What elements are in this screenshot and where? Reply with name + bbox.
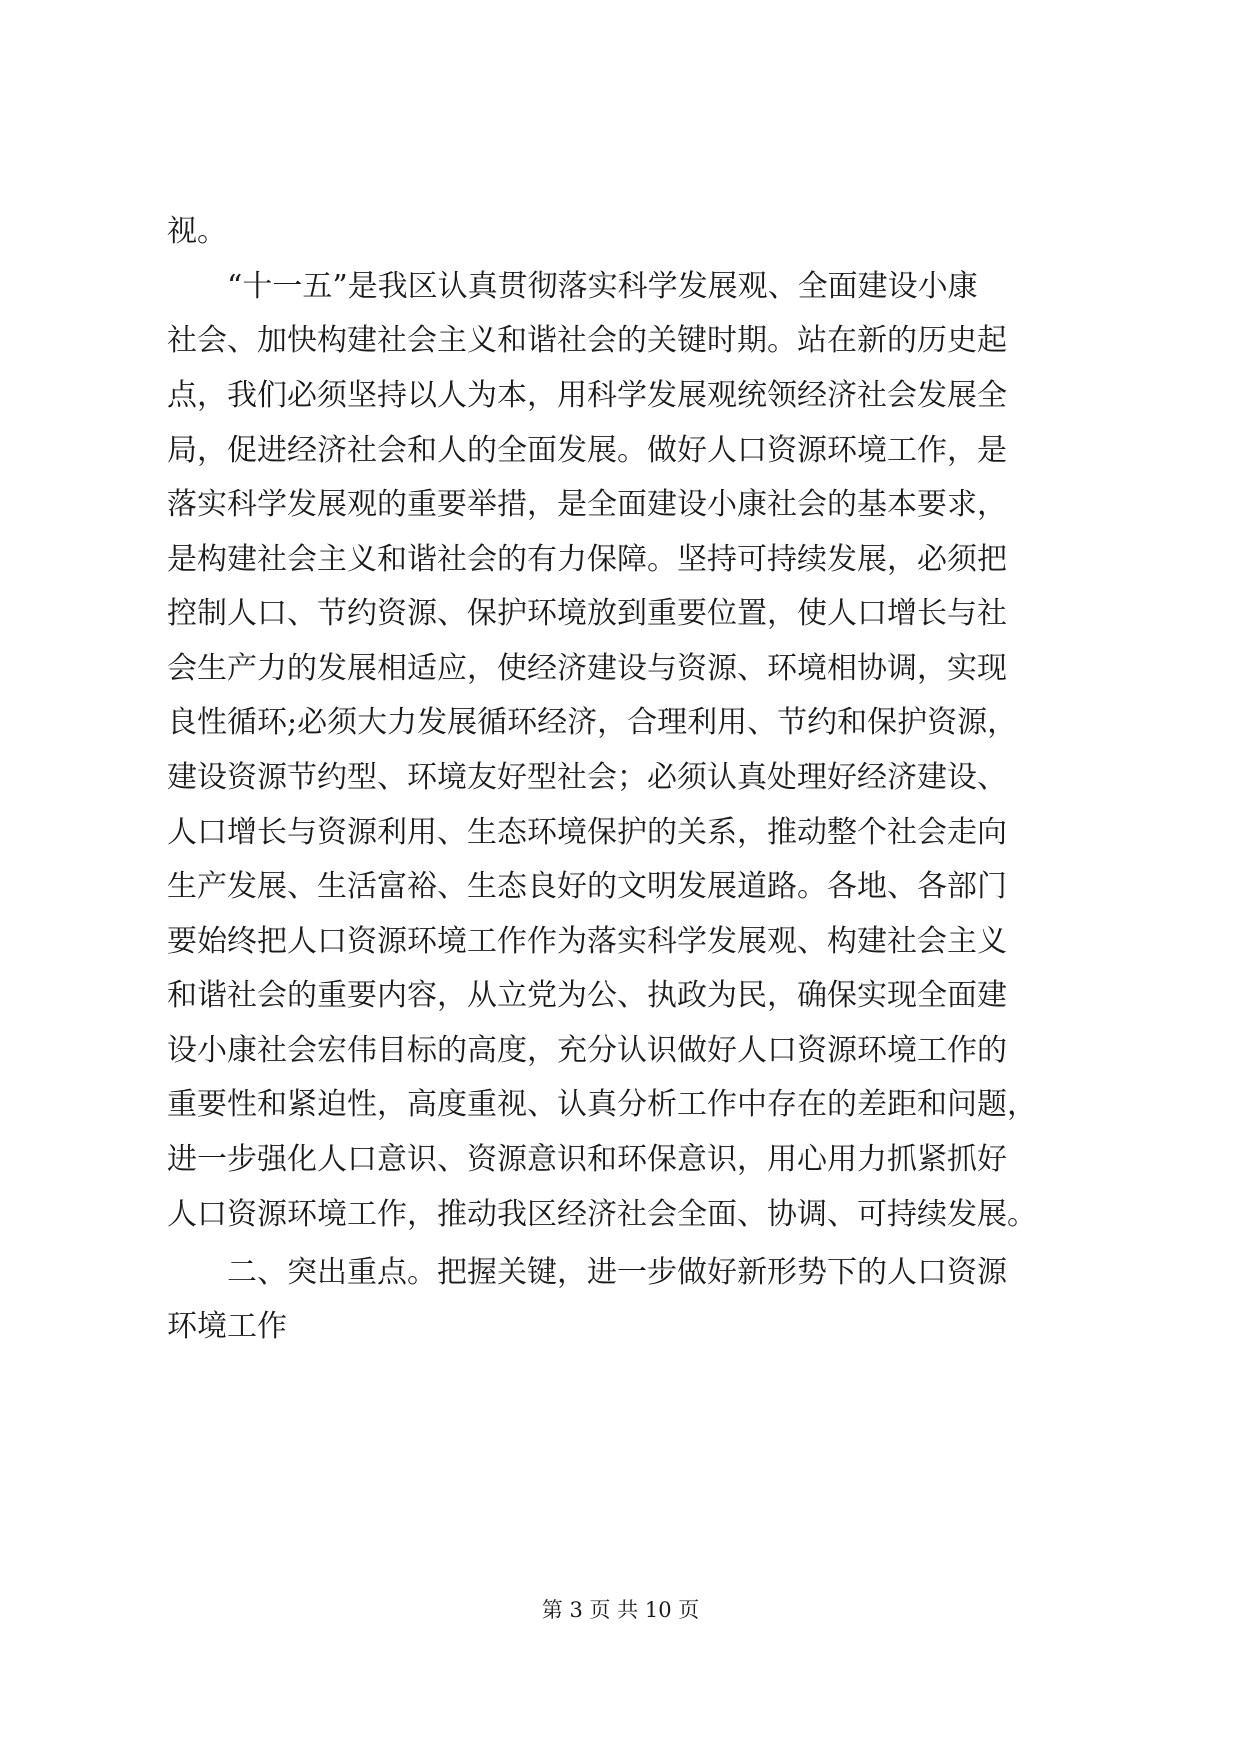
text-line: 局，促进经济社会和人的全面发展。做好人口资源环境工作，是 — [167, 433, 1007, 468]
text-line: 和谐社会的重要内容，从立党为公、执政为民，确保实现全面建 — [167, 978, 1007, 1013]
text-line: 控制人口、节约资源、保护环境放到重要位置，使人口增长与社 — [167, 596, 1007, 631]
text-line: 视。 — [167, 214, 227, 249]
text-line: 是构建社会主义和谐社会的有力保障。坚持可持续发展，必须把 — [167, 542, 1007, 577]
section-heading-line: 二、突出重点。把握关键，进一步做好新形势下的人口资源 — [167, 1255, 1007, 1290]
text-line: 要始终把人口资源环境工作作为落实科学发展观、构建社会主义 — [167, 924, 1007, 959]
text-line: 落实科学发展观的重要举措，是全面建设小康社会的基本要求， — [167, 487, 1007, 522]
text-line: 人口资源环境工作，推动我区经济社会全面、协调、可持续发展。 — [167, 1197, 1037, 1232]
text-line: 设小康社会宏伟目标的高度，充分认识做好人口资源环境工作的 — [167, 1033, 1007, 1068]
text-line: 社会、加快构建社会主义和谐社会的关键时期。站在新的历史起 — [167, 323, 1007, 358]
section-heading-line: 环境工作 — [167, 1309, 287, 1344]
text-line: “十一五”是我区认真贯彻落实科学发展观、全面建设小康 — [167, 269, 978, 304]
text-line: 生产发展、生活富裕、生态良好的文明发展道路。各地、各部门 — [167, 869, 1007, 904]
text-line: 会生产力的发展相适应，使经济建设与资源、环境相协调，实现 — [167, 651, 1007, 686]
text-line: 进一步强化人口意识、资源意识和环保意识，用心用力抓紧抓好 — [167, 1142, 1007, 1177]
text-line: 点，我们必须坚持以人为本，用科学发展观统领经济社会发展全 — [167, 378, 1007, 413]
page-number-footer: 第 3 页 共 10 页 — [541, 1598, 700, 1622]
text-line: 建设资源节约型、环境友好型社会；必须认真处理好经济建设、 — [167, 760, 1007, 795]
text-line: 重要性和紧迫性，高度重视、认真分析工作中存在的差距和问题， — [167, 1087, 1037, 1122]
text-line: 良性循环;必须大力发展循环经济，合理利用、节约和保护资源， — [167, 705, 1018, 740]
text-line: 人口增长与资源利用、生态环境保护的关系，推动整个社会走向 — [167, 815, 1007, 850]
